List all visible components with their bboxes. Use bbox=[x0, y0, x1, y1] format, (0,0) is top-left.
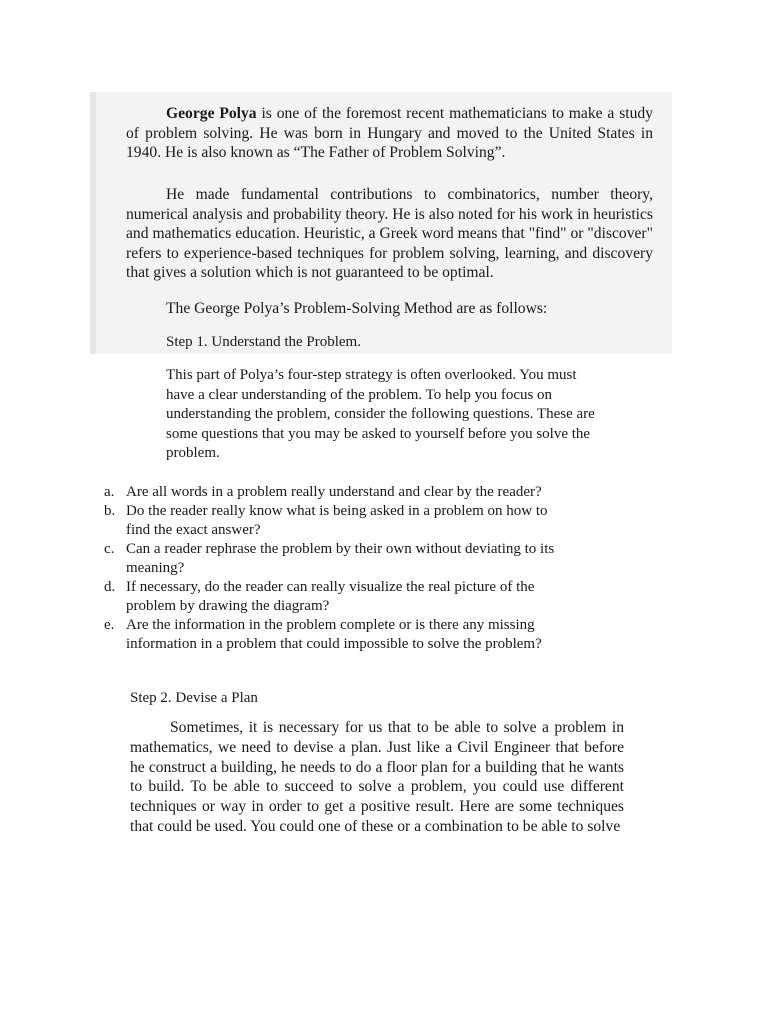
highlight-edge bbox=[90, 92, 96, 354]
list-text: Can a reader rephrase the problem by their own without deviating to its meaning? bbox=[126, 541, 555, 576]
intro-paragraph bbox=[126, 104, 653, 163]
method-intro: The George Polya’s Problem-Solving Method are as follows: bbox=[166, 300, 548, 317]
list-label: c. bbox=[104, 541, 115, 557]
list-text: Are the information in the problem complete or is there any missing information in a problem that could impossible to solve the problem? bbox=[126, 617, 542, 652]
contributions-paragraph bbox=[126, 185, 653, 283]
list-text: Do the reader really know what is being asked in a problem on how to find the exact answer? bbox=[126, 503, 548, 538]
intro-text: is one of the foremost recent mathematicians to make a study of problem solving. He was born in Hungary and moved to the United States in 1940. He is also known as “The Father of Problem Solving”. bbox=[126, 105, 654, 161]
step2-text: Sometimes, it is necessary for us that to be able to solve a problem in mathematics, we need to devise a plan. Just like a Civil Engineer that before he construct a building, he needs to do a floor plan for a building that he wants to build. To be able to succeed to solve a problem, you could use different techniques or way in order to get a positive result. Here are some techniques that could be used. You could one of these or a combination to be able to solve bbox=[130, 719, 624, 835]
list-text: Are all words in a problem really understand and clear by the reader? bbox=[126, 484, 542, 500]
step2-body bbox=[130, 718, 624, 837]
questions-list bbox=[104, 483, 574, 654]
step2-heading: Step 2. Devise a Plan bbox=[130, 690, 258, 706]
step1-heading: Step 1. Understand the Problem. bbox=[166, 334, 361, 350]
list-label: e. bbox=[104, 617, 115, 633]
list-label: b. bbox=[104, 503, 116, 519]
list-label: a. bbox=[104, 484, 115, 500]
list-item bbox=[104, 483, 574, 502]
contributions-text: He made fundamental contributions to combinatorics, number theory, numerical analysis and probability theory. He is also noted for his work in heuristics and mathematics education. Heuristic, a Greek word means that "find" or "discover" refers to experience-based techniques for problem solving, learning, and discovery that gives a solution which is not guaranteed to be optimal. bbox=[126, 186, 653, 281]
list-item bbox=[104, 616, 574, 654]
step1-body: This part of Polya’s four-step strategy is often overlooked. You must have a clear understanding of the problem. To help you focus on understanding the problem, consider the following questions. These are some questions that you may be asked to yourself before you solve the problem. bbox=[166, 367, 595, 461]
list-item bbox=[104, 540, 574, 578]
polya-name: George Polya bbox=[166, 105, 257, 122]
list-label: d. bbox=[104, 579, 116, 595]
list-text: If necessary, do the reader can really visualize the real picture of the problem by drawing the diagram? bbox=[126, 579, 535, 614]
list-item bbox=[104, 578, 574, 616]
list-item bbox=[104, 502, 574, 540]
